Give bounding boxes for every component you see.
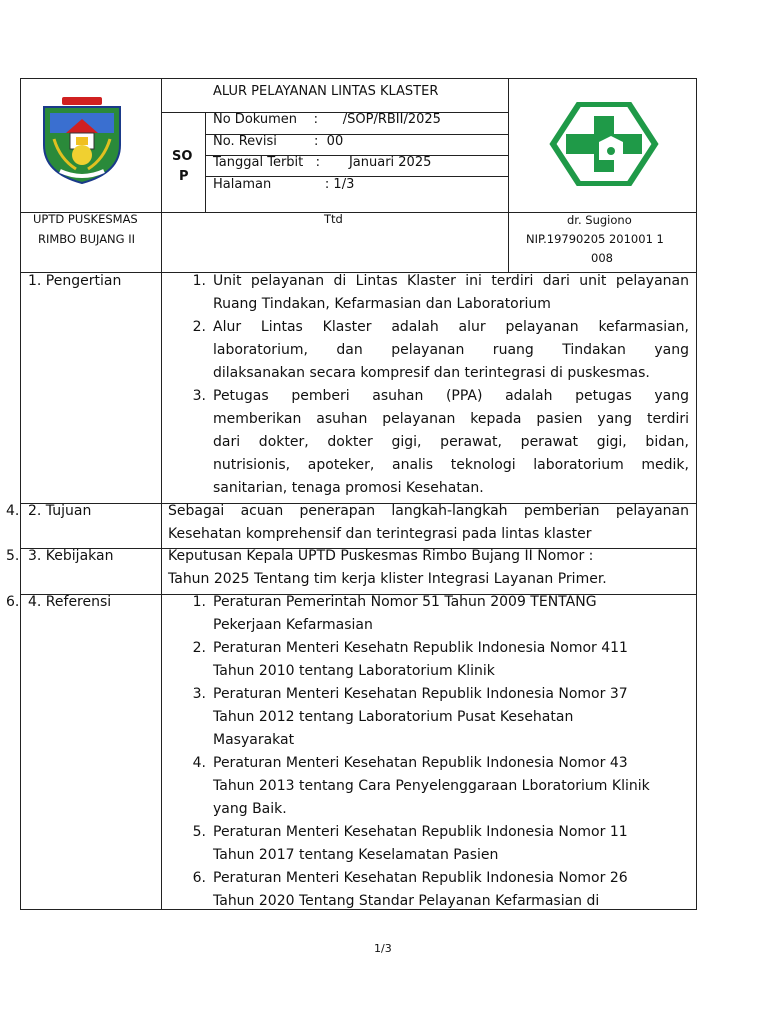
referensi-item-text: Tahun 2012 tentang Laboratorium Pusat Kesehatan <box>213 709 574 725</box>
tujuan-text: Sebagai acuan penerapan langkah-langkah pemberian pelayanan <box>168 503 689 519</box>
signer-name: dr. Sugiono <box>567 213 632 227</box>
referensi-item-text: Pekerjaan Kefarmasian <box>213 617 373 633</box>
org-name-line1: UPTD PUSKESMAS <box>33 212 138 226</box>
referensi-item-number: 2. <box>192 640 206 656</box>
referensi-item-text: Tahun 2017 tentang Keselamatan Pasien <box>213 847 499 863</box>
tujuan-text: Kesehatan komprehensif dan terintegrasi pada lintas klaster <box>168 526 592 542</box>
pengertian-item-text: sanitarian, tenaga promosi Kesehatan. <box>213 480 484 496</box>
table-border-bottom <box>20 909 697 910</box>
signer-nip-line1: NIP.19790205 201001 1 <box>526 232 664 246</box>
kebijakan-text: Tahun 2025 Tentang tim kerja klister Integrasi Layanan Primer. <box>168 571 607 587</box>
pengertian-item-number: 1. <box>192 273 206 289</box>
outer-number-tujuan: 4. <box>6 503 20 519</box>
referensi-item-text: yang Baik. <box>213 801 287 817</box>
section-label-tujuan: 2. Tujuan <box>28 503 92 519</box>
pengertian-item-text: memberikan asuhan pelayanan kepada pasien yang terdiri <box>213 411 689 427</box>
referensi-item-number: 4. <box>192 755 206 771</box>
referensi-item-text: Peraturan Menteri Kesehatan Republik Indonesia Nomor 11 <box>213 824 628 840</box>
puskesmas-logo <box>549 102 659 186</box>
pengertian-item-number: 2. <box>192 319 206 335</box>
referensi-item-text: Peraturan Menteri Kesehatan Republik Indonesia Nomor 26 <box>213 870 628 886</box>
referensi-item-text: Tahun 2020 Tentang Standar Pelayanan Kefarmasian di <box>213 893 600 909</box>
referensi-item-number: 5. <box>192 824 206 840</box>
pengertian-item-number: 3. <box>192 388 206 404</box>
kebijakan-text: Keputusan Kepala UPTD Puskesmas Rimbo Bujang II Nomor : <box>168 548 594 564</box>
outer-number-referensi: 6. <box>6 594 20 610</box>
signature-label: Ttd <box>324 212 343 226</box>
referensi-item-text: Peraturan Menteri Kesehatan Republik Indonesia Nomor 37 <box>213 686 628 702</box>
pengertian-item-text: dilaksanakan secara kompresif dan terintegrasi di puskesmas. <box>213 365 650 381</box>
doc-number: No Dokumen : /SOP/RBII/2025 <box>213 112 441 127</box>
referensi-item-text: Tahun 2013 tentang Cara Penyelenggaraan Lboratorium Klinik <box>213 778 650 794</box>
table-border-logo-right <box>508 78 509 272</box>
pengertian-item-text: Petugas pemberi asuhan (PPA) adalah petugas yang <box>213 388 689 404</box>
referensi-item-text: Peraturan Pemerintah Nomor 51 Tahun 2009 TENTANG <box>213 594 597 610</box>
outer-number-kebijakan: 5. <box>6 548 20 564</box>
section-label-referensi: 4. Referensi <box>28 594 112 610</box>
page-info: Halaman : 1/3 <box>213 177 355 192</box>
document-title: ALUR PELAYANAN LINTAS KLASTER <box>213 84 439 99</box>
regional-emblem-logo <box>40 93 124 185</box>
referensi-item-text: Peraturan Menteri Kesehatan Republik Indonesia Nomor 43 <box>213 755 628 771</box>
referensi-item-number: 6. <box>192 870 206 886</box>
referensi-item-text: Peraturan Menteri Kesehatn Republik Indonesia Nomor 411 <box>213 640 628 656</box>
referensi-item-number: 3. <box>192 686 206 702</box>
pengertian-item-text: Alur Lintas Klaster adalah alur pelayanan kefarmasian, <box>213 319 689 335</box>
referensi-item-text: Masyarakat <box>213 732 295 748</box>
sop-label-2: P <box>179 169 189 184</box>
pengertian-item-text: Unit pelayanan di Lintas Klaster ini terdiri dari unit pelayanan <box>213 273 689 289</box>
page-number: 1/3 <box>374 942 392 955</box>
table-border-left <box>20 78 21 909</box>
pengertian-item-text: Ruang Tindakan, Kefarmasian dan Laboratorium <box>213 296 551 312</box>
table-border-col1 <box>161 78 162 909</box>
pengertian-item-text: laboratorium, dan pelayanan ruang Tindakan yang <box>213 342 689 358</box>
org-name-line2: RIMBO BUJANG II <box>38 232 136 246</box>
section-label-kebijakan: 3. Kebijakan <box>28 548 114 564</box>
issue-date: Tanggal Terbit : Januari 2025 <box>213 155 432 170</box>
table-border-right <box>696 78 697 909</box>
pengertian-item-text: dari dokter, dokter gigi, perawat, perawat gigi, bidan, <box>213 434 689 450</box>
revision-number: No. Revisi : 00 <box>213 134 344 149</box>
referensi-item-text: Tahun 2010 tentang Laboratorium Klinik <box>213 663 495 679</box>
signer-nip-line2: 008 <box>591 251 613 265</box>
pengertian-item-text: nutrisionis, apoteker, analis teknologi laboratorium medik, <box>213 457 689 473</box>
table-border-top <box>20 78 697 79</box>
referensi-item-number: 1. <box>192 594 206 610</box>
table-border-sop-col <box>205 112 206 212</box>
section-label-pengertian: 1. Pengertian <box>28 273 122 289</box>
sop-label-1: SO <box>172 149 193 164</box>
